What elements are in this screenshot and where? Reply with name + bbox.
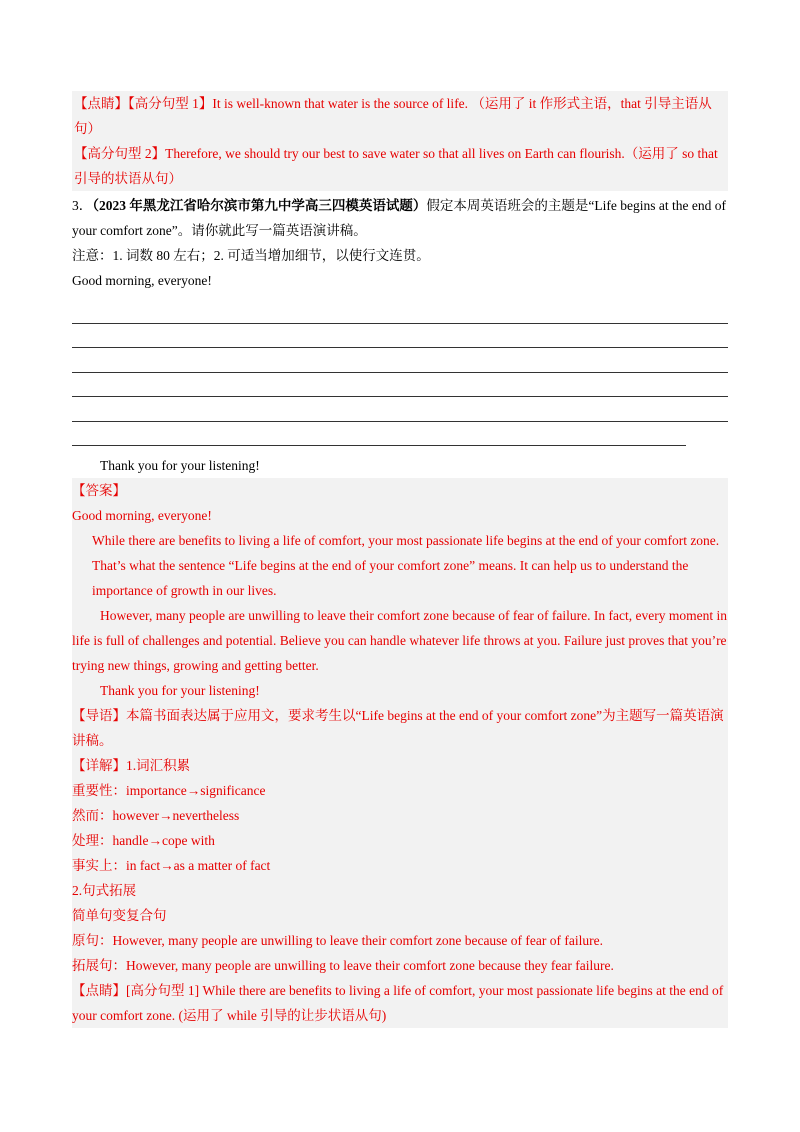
- highlight-sentence-2: 【高分句型 2】Therefore, we should try our best to save water so that all lives on Earth can flourish.（运用了 so that 引导的状语从句）: [74, 146, 718, 186]
- answer-paragraph-1: While there are benefits to living a life of comfort, your most passionate life begins at the end of your comfort zone. That’s what the sentence “Life begins at the end of your comfort zone” means. It can help us to understand the importance of growth in our lives.: [92, 533, 720, 598]
- highlight-sentence-1: 【点睛】【高分句型 1】It is well-known that water is the source of life. （运用了 it 作形式主语，that 引导主语从句）: [74, 96, 712, 136]
- guide-text: 【导语】本篇书面表达属于应用文，要求考生以“Life begins at the end of your comfort zone”为主题写一篇英语演讲稿。: [72, 708, 724, 748]
- question-header: [72, 193, 728, 243]
- vocab-item: 处理：handle→cope with: [72, 833, 215, 848]
- question-opening: Good morning, everyone!: [72, 273, 212, 288]
- expanded-sentence: 拓展句：However, many people are unwilling to leave their comfort zone because they fear failure.: [72, 958, 614, 973]
- answer-label: 【答案】: [72, 483, 126, 498]
- question-note: 注意：1. 词数 80 左右；2. 可适当增加细节，以使行文连贯。: [72, 248, 430, 263]
- section-subtitle: 简单句变复合句: [72, 908, 167, 923]
- answer-lines: [72, 299, 728, 446]
- detail-title: 【详解】1.词汇积累: [72, 758, 191, 773]
- writing-line: [72, 397, 728, 422]
- highlight-block-top: [72, 91, 728, 191]
- writing-line: [72, 422, 686, 447]
- question-source: （2023 年黑龙江省哈尔滨市第九中学高三四模英语试题）: [92, 198, 427, 213]
- document-page: [72, 91, 728, 1028]
- writing-line: [72, 373, 728, 398]
- original-sentence: 原句：However, many people are unwilling to leave their comfort zone because of fear of failure.: [72, 933, 603, 948]
- answer-closing: Thank you for your listening!: [100, 683, 260, 698]
- question-closing: Thank you for your listening!: [100, 458, 260, 473]
- highlight-sentence-final: 【点睛】[高分句型 1] While there are benefits to living a life of comfort, your most passionate life begins at the end of your comfort zone. (运用了 while 引导的让步状语从句): [72, 983, 724, 1023]
- vocab-item: 事实上：in fact→as a matter of fact: [72, 858, 271, 873]
- answer-paragraph-2: However, many people are unwilling to leave their comfort zone because of fear of failure. In fact, every moment in life is full of challenges and potential. Believe you can handle whatever life throws at you. Failure just proves that you’re trying new things, growing and getting better.: [72, 608, 727, 673]
- answer-greeting: Good morning, everyone!: [72, 508, 212, 523]
- writing-line: [72, 299, 728, 324]
- vocab-item: 然而：however→nevertheless: [72, 808, 240, 823]
- answer-block: [72, 478, 728, 1028]
- section-title: 2.句式拓展: [72, 883, 137, 898]
- writing-line: [72, 324, 728, 349]
- writing-line: [72, 348, 728, 373]
- question-number: 3．: [72, 198, 93, 213]
- question-prompt: 假定本周英语班会的主题是“Life begins at the end of your comfort zone”。请你就此写一篇英语演讲稿。: [72, 198, 726, 238]
- vocab-item: 重要性：importance→significance: [72, 783, 266, 798]
